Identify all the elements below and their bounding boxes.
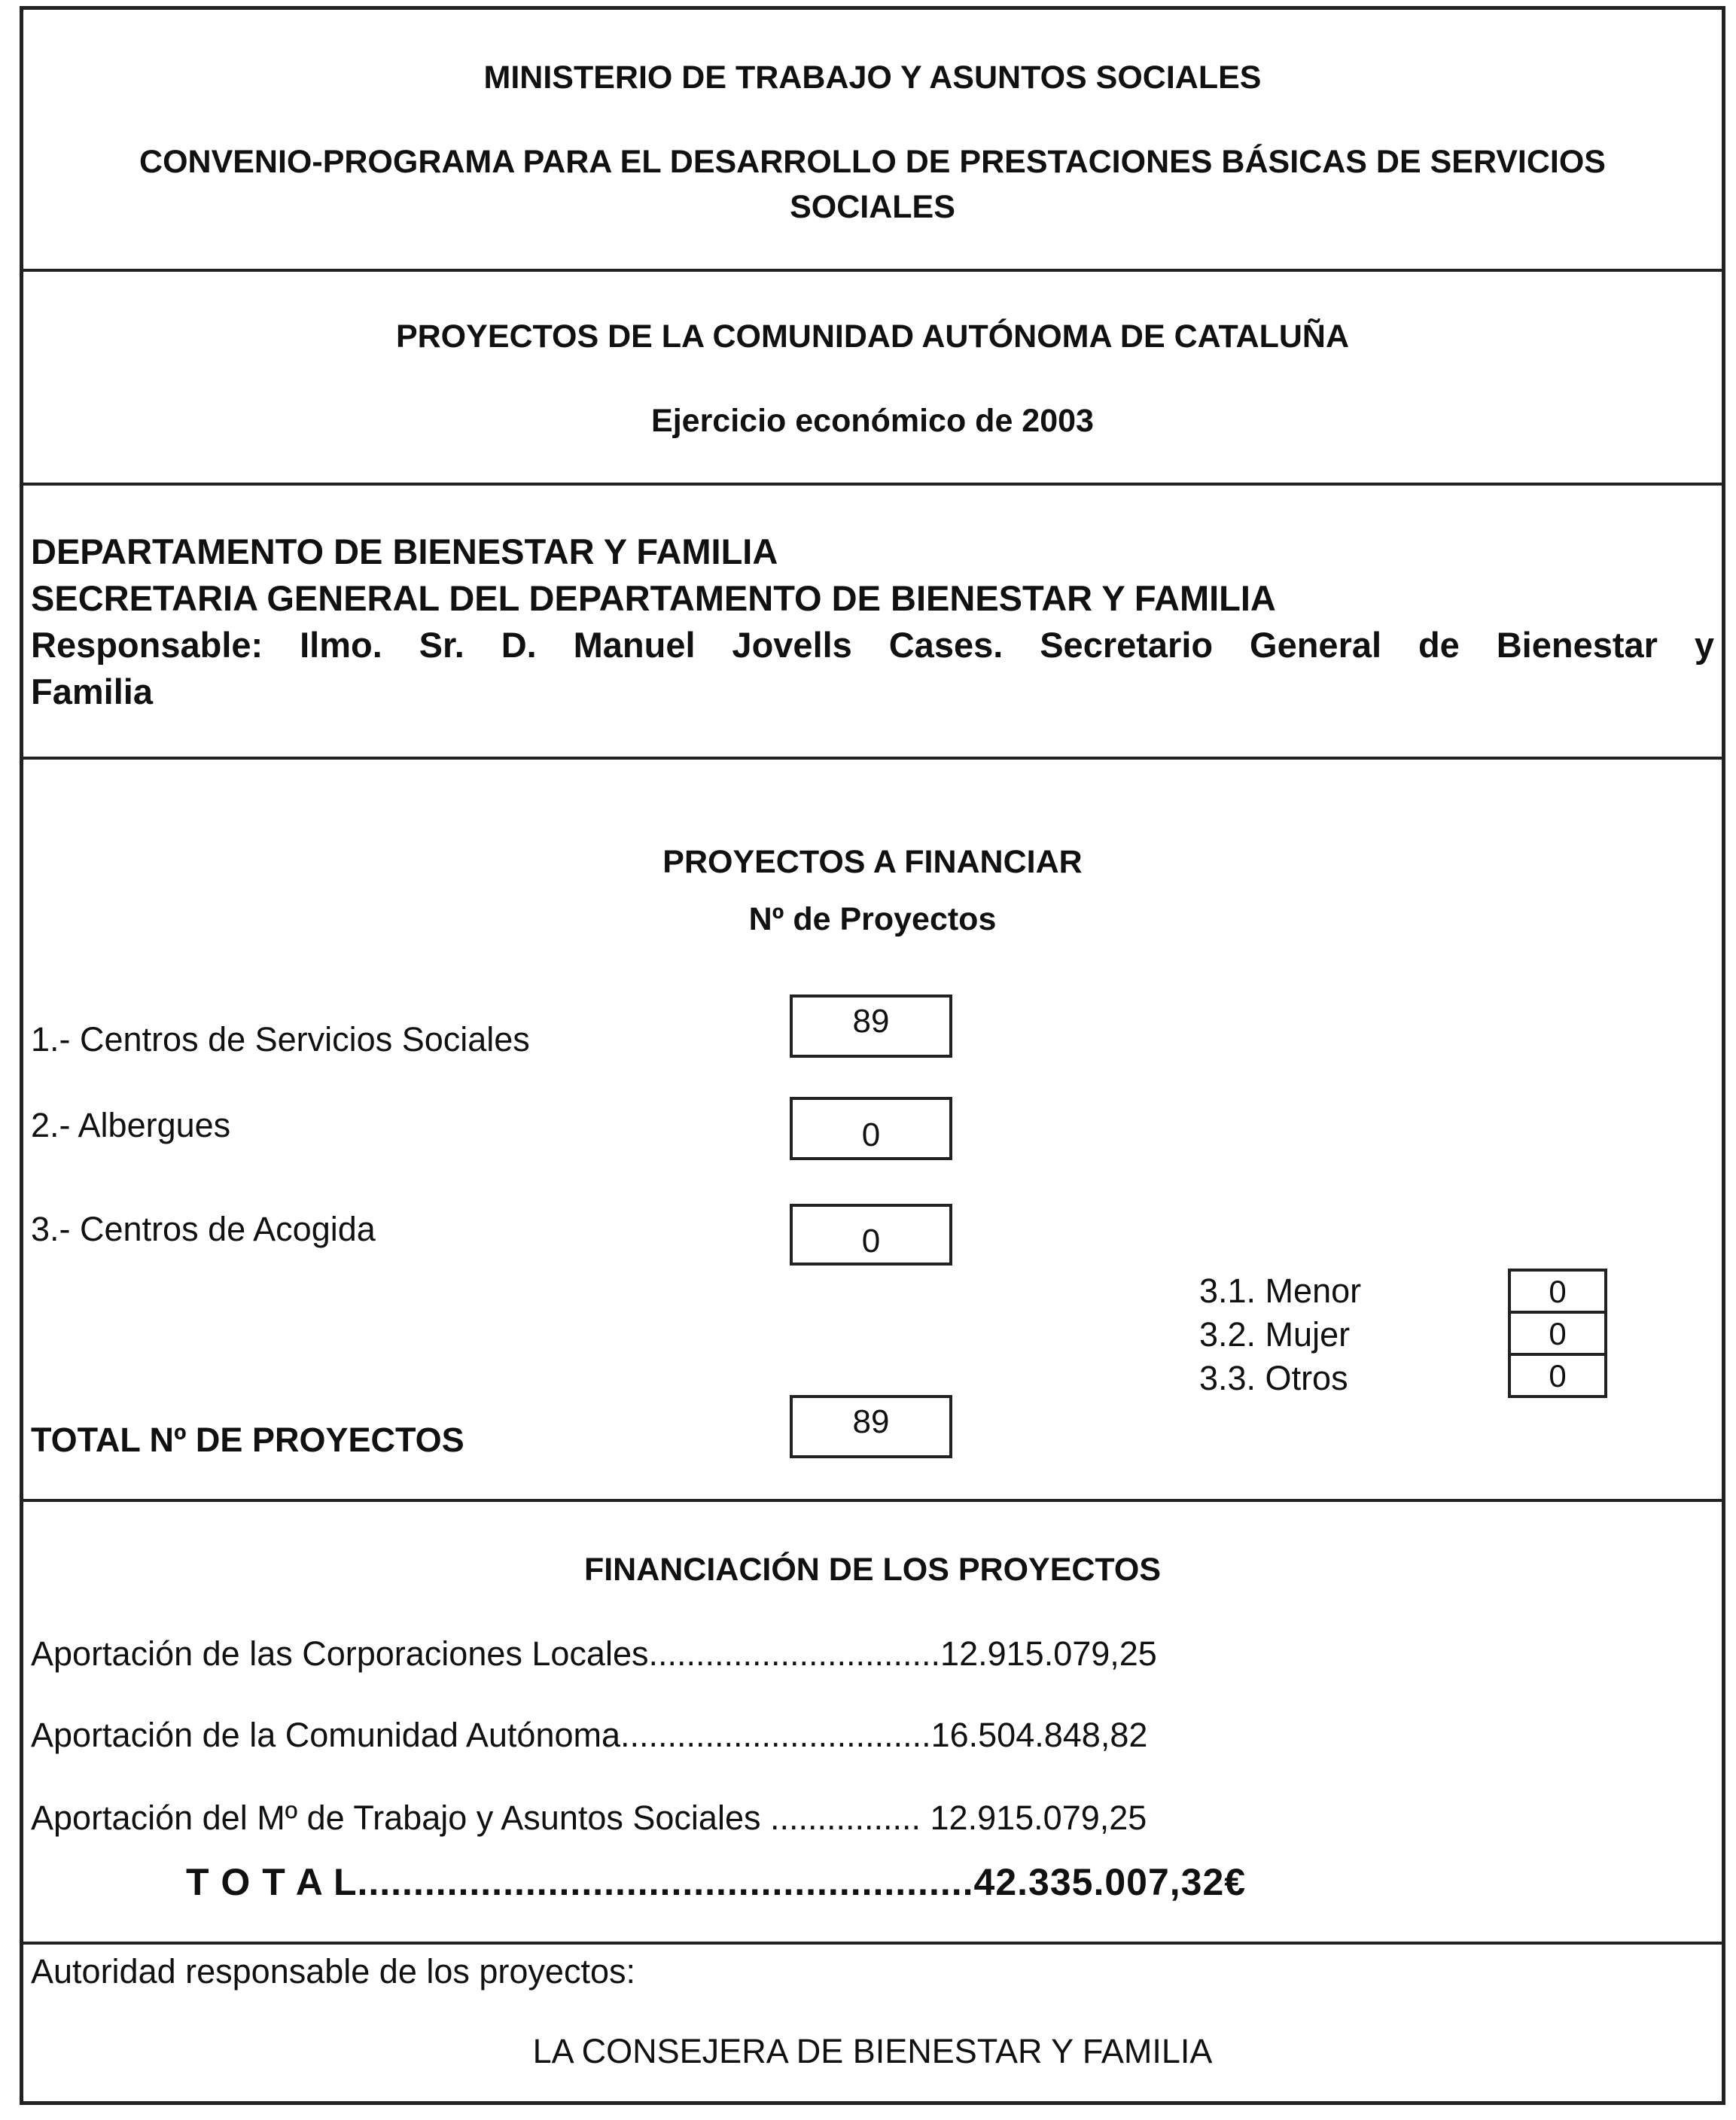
subitem-label: 3.1. Menor: [1199, 1272, 1362, 1310]
ministry-title: MINISTERIO DE TRABAJO Y ASUNTOS SOCIALES: [483, 59, 1262, 96]
financing-row: Aportación de la Comunidad Autónoma.................................16.504.848,82: [31, 1716, 1148, 1754]
responsible-line1: Responsable: Ilmo. Sr. D. Manuel Jovells Cases. Secretario General de Bienestar y: [31, 625, 1714, 665]
financing-total: T O T A L.......................................................42.335.007,32€: [186, 1861, 1247, 1903]
project-count-box: 0: [790, 1204, 952, 1266]
divider: [23, 1499, 1722, 1502]
fiscal-year: Ejercicio económico de 2003: [651, 403, 1094, 439]
department-name: DEPARTAMENTO DE BIENESTAR Y FAMILIA: [31, 532, 778, 571]
program-title-line1: CONVENIO-PROGRAMA PARA EL DESARROLLO DE PRESTACIONES BÁSICAS DE SERVICIOS: [139, 144, 1606, 180]
project-item-label: 2.- Albergues: [31, 1106, 231, 1144]
divider: [23, 1942, 1722, 1945]
project-item-label: 3.- Centros de Acogida: [31, 1210, 376, 1248]
project-count-box: 89: [790, 995, 952, 1058]
divider: [23, 483, 1722, 486]
projects-title: PROYECTOS A FINANCIAR: [662, 844, 1083, 880]
subitem-count-box: 0: [1508, 1311, 1607, 1356]
project-count-box: 0: [790, 1097, 952, 1160]
financing-title: FINANCIACIÓN DE LOS PROYECTOS: [583, 1552, 1162, 1588]
projects-subtitle: Nº de Proyectos: [748, 901, 997, 937]
document-frame: [20, 6, 1725, 2105]
community-title: PROYECTOS DE LA COMUNIDAD AUTÓNOMA DE CATALUÑA: [395, 318, 1350, 355]
authority-name: LA CONSEJERA DE BIENESTAR Y FAMILIA: [532, 2032, 1213, 2070]
program-title-line2: SOCIALES: [790, 189, 955, 225]
subitem-count-box: 0: [1508, 1269, 1607, 1314]
secretariat-name: SECRETARIA GENERAL DEL DEPARTAMENTO DE BIENESTAR Y FAMILIA: [31, 578, 1276, 618]
total-projects-label: TOTAL Nº DE PROYECTOS: [31, 1421, 464, 1459]
responsible-line2: Familia: [31, 672, 153, 711]
project-item-label: 1.- Centros de Servicios Sociales: [31, 1020, 530, 1058]
subitem-label: 3.2. Mujer: [1199, 1315, 1351, 1354]
total-projects-box: 89: [790, 1395, 952, 1458]
subitem-count-box: 0: [1508, 1353, 1607, 1398]
subitem-label: 3.3. Otros: [1199, 1359, 1348, 1397]
divider: [23, 269, 1722, 272]
divider: [23, 757, 1722, 760]
financing-row: Aportación de las Corporaciones Locales...............................12.915.079,25: [31, 1634, 1157, 1673]
financing-row: Aportación del Mº de Trabajo y Asuntos Sociales ................ 12.915.079,25: [31, 1799, 1147, 1837]
authority-label: Autoridad responsable de los proyectos:: [31, 1952, 635, 1991]
